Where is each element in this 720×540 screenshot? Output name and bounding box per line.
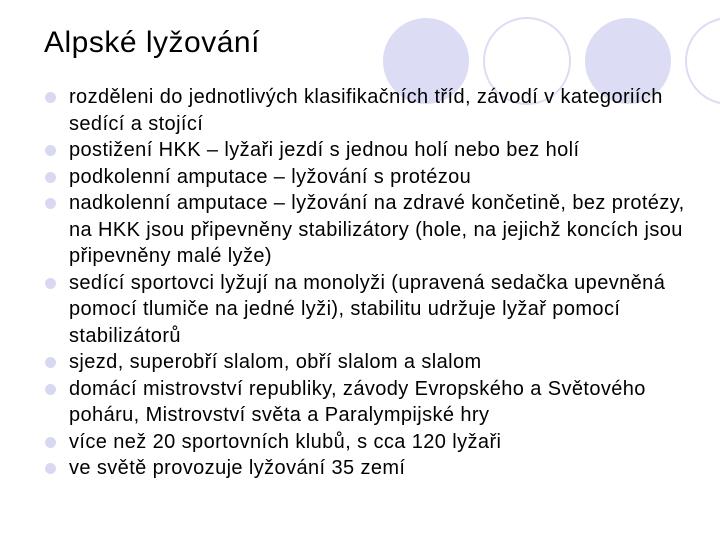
bullet-dot-icon — [45, 278, 56, 289]
bullet-dot-icon — [45, 172, 56, 183]
bullet-item — [0, 164, 720, 191]
bullet-text: sjezd, superobří slalom, obří slalom a slalom — [69, 351, 482, 373]
bullet-text: více než 20 sportovních klubů, s cca 120 lyžaři — [69, 430, 502, 453]
bullet-dot-icon — [45, 463, 56, 474]
bullet-item — [0, 270, 720, 350]
bullet-text: nadkolenní amputace – lyžování na zdravé končetině, bez protézy, na HKK jsou připevněny stabilizátory (hole, na jejichž koncích jsou připevněny malé lyže) — [69, 192, 685, 267]
bullet-text: ve světě provozuje lyžování 35 zemí — [69, 457, 406, 479]
bullet-item — [0, 429, 720, 456]
bullet-item — [0, 349, 720, 376]
bullet-dot-icon — [45, 437, 56, 448]
bullet-list — [0, 84, 720, 482]
bullet-text: podkolenní amputace – lyžování s protézou — [69, 165, 472, 188]
bullet-dot-icon — [45, 198, 56, 209]
bullet-item — [0, 190, 720, 270]
bullet-text: rozděleni do jednotlivých klasifikačních tříd, závodí v kategoriích sedící a stojící — [69, 86, 663, 135]
bullet-text: sedící sportovci lyžují na monolyži (upravená sedačka upevněná pomocí tlumiče na jedné lyži), stabilitu udržuje lyžař pomocí stabilizátorů — [69, 271, 666, 347]
slide-title: Alpské lyžování — [44, 26, 260, 59]
bullet-dot-icon — [45, 357, 56, 368]
bullet-text: postižení HKK – lyžaři jezdí s jednou holí nebo bez holí — [69, 139, 580, 161]
bullet-dot-icon — [45, 145, 56, 156]
bullet-dot-icon — [45, 384, 56, 395]
bullet-item — [0, 455, 720, 482]
bullet-item — [0, 84, 720, 137]
bullet-text: domácí mistrovství republiky, závody Evropského a Světového poháru, Mistrovství světa a Paralympijské hry — [69, 377, 646, 426]
bullet-item — [0, 137, 720, 164]
bullet-item — [0, 376, 720, 429]
bullet-dot-icon — [45, 92, 56, 103]
